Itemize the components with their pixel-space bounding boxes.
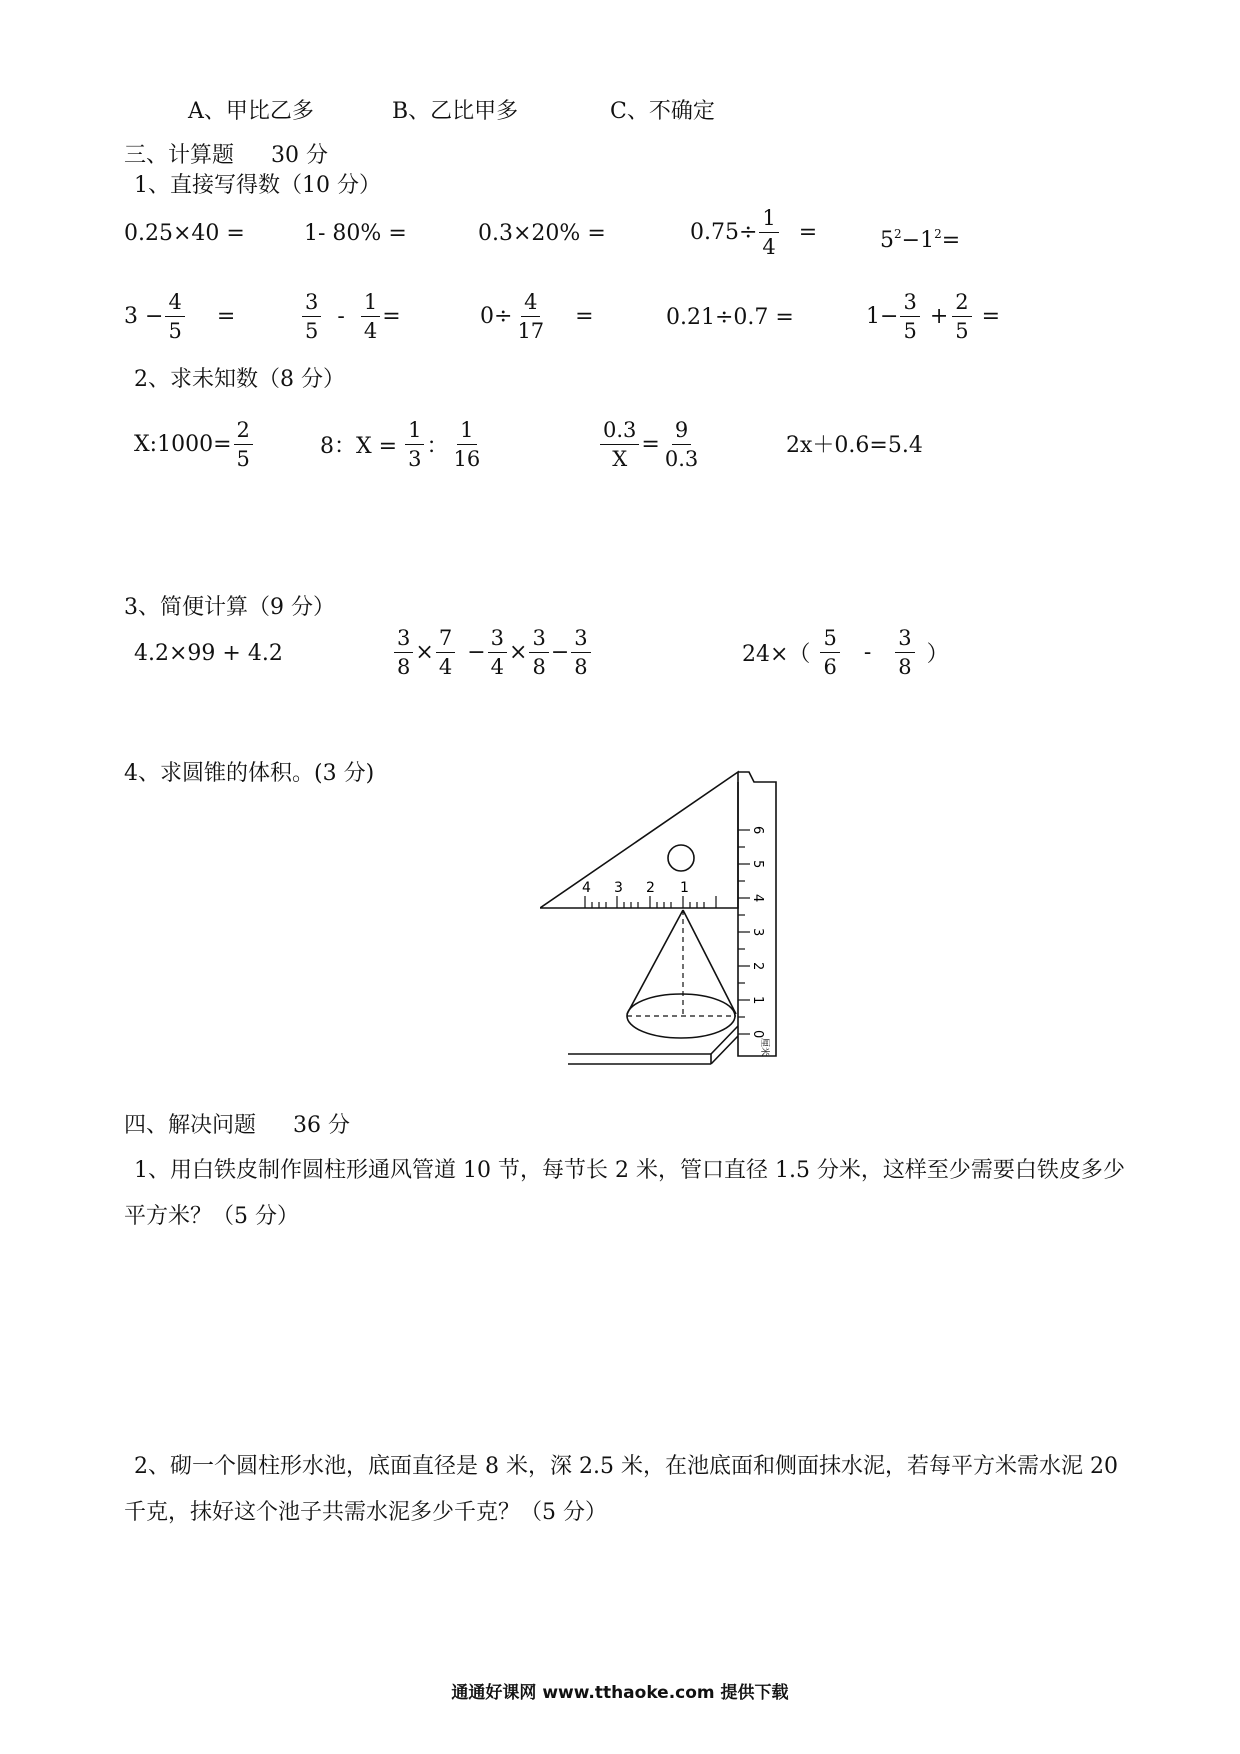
cone-left-edge <box>627 910 683 1014</box>
h-ruler-label: 2 <box>646 880 655 896</box>
denominator: 5 <box>305 319 319 343</box>
cone-ruler-figure <box>540 770 800 1070</box>
q2-e4: 2x＋0.6=5.4 <box>786 433 923 458</box>
horizontal-ruler-ticks <box>585 896 716 908</box>
v-ruler-label: 3 <box>750 928 765 937</box>
ruler-unit-label: 厘米 <box>759 1038 769 1057</box>
numerator: 3 <box>394 626 413 653</box>
section3-heading <box>124 142 328 170</box>
numerator: 4 <box>521 290 540 317</box>
q1-title: 1、直接写得数（10 分） <box>134 173 381 198</box>
exponent: 2 <box>934 227 942 241</box>
q2-e3 <box>598 418 703 471</box>
q3-e2 <box>392 626 593 679</box>
section4-score: 36 分 <box>293 1113 351 1138</box>
fraction <box>165 290 184 343</box>
operator: − <box>467 640 486 665</box>
denominator: X <box>612 447 628 471</box>
v-ruler-label: 0 <box>750 1030 765 1039</box>
denominator: 4 <box>490 655 504 679</box>
q1-r2-e1-post: = <box>216 304 236 329</box>
fraction <box>759 206 778 259</box>
equals: = <box>382 304 401 329</box>
q3-e1: 4.2×99 + 4.2 <box>134 641 283 666</box>
q1-r2-e3 <box>480 290 594 343</box>
table-slab <box>568 1026 738 1064</box>
q3-e3-post: ） <box>926 642 949 667</box>
numerator: 1 <box>405 418 424 445</box>
fraction <box>234 418 253 471</box>
fraction <box>361 290 380 343</box>
equals: = <box>575 304 594 329</box>
numerator: 4 <box>165 290 184 317</box>
v-ruler-label: 4 <box>750 894 765 903</box>
section4-heading <box>124 1112 350 1140</box>
q2-e2-pre: 8：X = <box>320 434 398 459</box>
h-ruler-label: 1 <box>680 880 689 896</box>
vertical-ruler <box>738 772 776 1056</box>
fraction <box>529 626 548 679</box>
denominator: 4 <box>363 319 378 343</box>
operator: − <box>550 640 570 665</box>
numerator: 5 <box>820 626 839 653</box>
q1-r1-e4-post: = <box>798 220 818 245</box>
numerator: 9 <box>672 418 691 445</box>
problem-2: 2、砌一个圆柱形水池，底面直径是 8 米，深 2.5 米，在池底面和侧面抹水泥，若每平方米需水泥 20 千克，抹好这个池子共需水泥多少千克？（5 分） <box>124 1454 1118 1525</box>
q2-e1 <box>134 418 255 471</box>
fraction <box>302 290 321 343</box>
denominator: 8 <box>574 655 588 679</box>
denominator: 5 <box>236 447 250 471</box>
denominator: 8 <box>532 655 546 679</box>
denominator: 4 <box>438 655 453 679</box>
fraction <box>900 290 919 343</box>
q2-e1-pre: X:1000= <box>134 432 232 457</box>
section3-score: 30 分 <box>271 143 329 168</box>
q1-r2-e5 <box>866 290 1000 343</box>
q1-r1-e4-pre: 0.75÷ <box>690 220 758 245</box>
denominator: 5 <box>955 319 969 343</box>
exponent: 2 <box>894 227 902 241</box>
numerator: 0.3 <box>600 418 639 445</box>
fraction <box>514 290 547 343</box>
fraction <box>436 626 455 679</box>
option-b: B、乙比甲多 <box>392 99 519 124</box>
fraction <box>450 418 483 471</box>
operator: - <box>337 304 345 329</box>
equals: = <box>981 304 1001 329</box>
problem-1: 1、用白铁皮制作圆柱形通风管道 10 节，每节长 2 米，管口直径 1.5 分米，这样至少需要白铁皮多少平方米？（5 分） <box>124 1158 1125 1229</box>
denominator: 6 <box>823 655 837 679</box>
numerator: 1 <box>759 206 778 233</box>
numerator: 3 <box>529 626 548 653</box>
fraction <box>405 418 424 471</box>
numerator: 3 <box>900 290 919 317</box>
q3-title: 3、简便计算（9 分） <box>124 595 335 620</box>
equals: = <box>641 432 660 457</box>
q1-r2-e5-pre: 1− <box>866 304 899 329</box>
fraction <box>952 290 971 343</box>
operator: + <box>929 304 949 329</box>
v-ruler-label: 1 <box>750 996 765 1005</box>
q2-e2 <box>320 418 485 471</box>
v-ruler-label: 2 <box>750 962 765 971</box>
q3-e3-pre: 24×（ <box>742 642 811 667</box>
denominator: 4 <box>762 235 776 259</box>
denominator: 17 <box>517 319 545 343</box>
q1-r1-e5 <box>880 220 960 255</box>
q3-e3 <box>742 626 949 679</box>
q1-r2-e3-pre: 0÷ <box>480 304 513 329</box>
fraction <box>394 626 413 679</box>
numerator: 7 <box>436 626 455 653</box>
denominator: 5 <box>168 319 182 343</box>
numerator: 3 <box>895 626 914 653</box>
denominator: 8 <box>397 655 411 679</box>
triangle-ruler <box>540 772 738 908</box>
operator: × <box>509 640 528 665</box>
q4-title: 4、求圆锥的体积。(3 分) <box>124 761 375 786</box>
fraction <box>820 626 839 679</box>
denominator: 5 <box>903 319 917 343</box>
fraction <box>895 626 914 679</box>
section3-title: 三、计算题 <box>124 143 235 168</box>
numerator: 1 <box>361 290 380 317</box>
fraction <box>571 626 590 679</box>
denominator: 0.3 <box>664 447 699 471</box>
denominator: 8 <box>898 655 912 679</box>
numerator: 3 <box>488 626 507 653</box>
denominator: 3 <box>408 447 422 471</box>
q1-r1-e1: 0.25×40 = <box>124 221 245 246</box>
q1-r1-e2: 1- 80% = <box>304 221 407 246</box>
h-ruler-label: 4 <box>582 880 591 896</box>
operator: × <box>415 640 434 665</box>
numerator: 3 <box>571 626 590 653</box>
q1-r2-e1-pre: 3 − <box>124 304 164 329</box>
minus-one: −1 <box>901 228 935 253</box>
option-c: C、不确定 <box>610 99 715 124</box>
option-a: A、甲比乙多 <box>188 99 314 124</box>
numerator: 2 <box>234 418 253 445</box>
fraction <box>488 626 507 679</box>
q1-r2-e2 <box>300 290 401 343</box>
v-ruler-label: 6 <box>750 826 765 835</box>
cone-right-edge <box>683 910 736 1014</box>
section4-title: 四、解决问题 <box>124 1113 257 1138</box>
numerator: 3 <box>302 290 321 317</box>
numerator: 1 <box>457 418 476 445</box>
base: 5 <box>880 228 894 253</box>
numerator: 2 <box>952 290 971 317</box>
q1-r2-e4: 0.21÷0.7 = <box>666 305 794 330</box>
v-ruler-label: 5 <box>750 860 765 869</box>
triangle-hole <box>668 845 694 871</box>
fraction <box>662 418 701 471</box>
equals: = <box>941 228 961 253</box>
vertical-ruler-ticks <box>738 830 750 1034</box>
h-ruler-label: 3 <box>614 880 623 896</box>
q1-r1-e4 <box>690 206 817 259</box>
fraction <box>600 418 639 471</box>
q1-r1-e3: 0.3×20% = <box>478 221 606 246</box>
page-footer: 通通好课网 www.tthaoke.com 提供下载 <box>451 1683 789 1703</box>
denominator: 16 <box>453 447 481 471</box>
q2-title: 2、求未知数（8 分） <box>134 367 345 392</box>
q1-r2-e1 <box>124 290 235 343</box>
operator: - <box>863 640 872 665</box>
ratio-colon: ： <box>426 434 449 459</box>
